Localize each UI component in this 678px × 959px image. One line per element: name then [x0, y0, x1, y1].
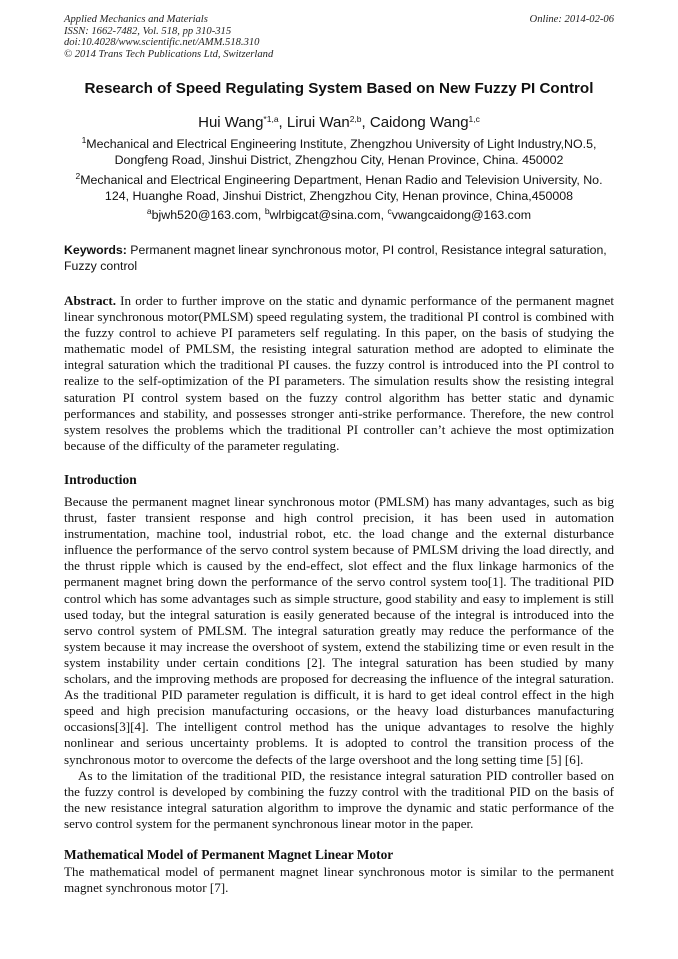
keywords-text: Permanent magnet linear synchronous motor, PI control, Resistance integral saturation, Fuzzy control [64, 243, 607, 273]
author-marker: 2,b [349, 114, 362, 124]
model-body: The mathematical model of permanent magnet linear synchronous motor is similar to the permanent magnet synchronous motor [7]. [64, 864, 614, 896]
email-list [40, 208, 638, 222]
paper-title: Research of Speed Regulating System Based on New Fuzzy PI Control [84, 80, 594, 97]
doi-line[interactable]: doi:10.4028/www.scientific.net/AMM.518.310 [64, 37, 260, 48]
email-marker: c [387, 206, 392, 216]
abstract [64, 293, 614, 454]
journal-header [64, 14, 614, 60]
introduction-body [64, 494, 614, 832]
author-marker: *1,a [263, 114, 279, 124]
author-list [40, 114, 638, 131]
paragraph: As to the limitation of the traditional PID, the resistance integral saturation PID controller based on the fuzzy control is developed by combining the fuzzy control with the traditional PID on the basis of the new resistance integral saturation algorithm to improve the dynamic and static performance of the servo control system for the permanent synchronous linear motor in the paper. [64, 767, 614, 831]
author-separator: , [361, 114, 370, 131]
email-address[interactable]: vwangcaidong@163.com [391, 208, 532, 222]
author-name: Hui Wang [198, 114, 264, 131]
email-separator: , [257, 208, 265, 222]
affiliation-text: Mechanical and Electrical Engineering Department, Henan Radio and Television University, No. 124, Huanghe Road, Jinshui District, Zhengzhou City, Henan province, China,450008 [80, 173, 603, 203]
affiliation-1 [64, 137, 614, 168]
online-date: Online: 2014-02-06 [529, 14, 614, 25]
author-name: Caidong Wang [369, 114, 469, 131]
copyright-line: © 2014 Trans Tech Publications Ltd, Switzerland [64, 48, 274, 60]
journal-name: Applied Mechanics and Materials [64, 14, 208, 25]
affiliation-number: 1 [81, 135, 87, 145]
email-marker: b [264, 206, 270, 216]
abstract-label: Abstract. [64, 293, 116, 308]
keywords-label: Keywords: [64, 243, 127, 257]
affiliation-number: 2 [75, 171, 81, 181]
email-marker: a [146, 206, 152, 216]
email-address[interactable]: wlrbigcat@sina.com [269, 208, 381, 222]
affiliation-text: Mechanical and Electrical Engineering Institute, Zhengzhou University of Light Industry,NO.5, Dongfeng Road, Jinshui District, Zhengzhou City, Henan Province, China. 450002 [86, 137, 597, 167]
keywords [64, 243, 614, 274]
paragraph: Because the permanent magnet linear synchronous motor (PMLSM) has many advantages, such as big thrust, faster transient response and high control precision, it has been used in automation instrumentation, machine tool, industrial robot, etc. the load change and the external disturbance influence the performance of the servo control system because of PMLSM driving the load directly, and the thrust ripple which is caused by the end-effect, slot effect and the flux linkage harmonics of the permanent magnet bring down the performance of the servo control system too[1]. The traditional PID control which has some advantages such as simple structure, good stability and easy to implement is still used today, but the integral saturation is easily generated because of the integral is introduced into the servo control system of PMLSM. The integral saturation greatly may reduce the performance of the system because it may increase the overshoot of system, extend the stabilizing time or even result in the system instability under certain conditions [2]. The integral saturation has been studied by many scholars, and the improving methods are proposed for decreasing the influence of the integral saturation. As the traditional PID parameter regulation is difficult, it is hard to get ideal control effect in the high speed and high precision manufacturing occasions, or the heavy load disturbances manufacturing occasions[3][4]. The intelligent control method has the unique advantages to resolve the highly nonlinear and serious uncertainty problems. It is adopted to control the transition process of the synchronous motor to overcome the defects of the large overshoot and the long setting time [5] [6]. [64, 494, 614, 767]
email-separator: , [380, 208, 388, 222]
author-name: Lirui Wan [286, 114, 350, 131]
affiliation-2 [64, 173, 614, 204]
author-marker: 1,c [468, 114, 480, 124]
section-heading-model: Mathematical Model of Permanent Magnet Linear Motor [64, 847, 394, 862]
author-separator: , [278, 114, 287, 131]
email-address[interactable]: bjwh520@163.com [151, 208, 258, 222]
abstract-text: In order to further improve on the static and dynamic performance of the permanent magnet linear synchronous motor(PMLSM) speed regulating system, the traditional PI control is combined with the fuzzy control to achieve PI parameters self regulating. In this paper, on the basis of studying the mathematic model of PMLSM, the resisting integral saturation method are adopted to eliminate the integral saturation which the traditional PI causes. the fuzzy control is introduced into the PI control to realize to the self-optimization of the PI parameters. The simulation results show the resisting integral saturation PI control system based on the fuzzy control algorithm has better static and dynamic performances and stability, and possesses stronger anti-strike performance. Therefore, the new control system resolves the problems which the traditional PI controller can’t achieve the most optimization because of the difficulty of the parameter regulating. [64, 293, 615, 453]
section-heading-introduction: Introduction [64, 472, 137, 487]
issn-line: ISSN: 1662-7482, Vol. 518, pp 310-315 [64, 25, 232, 37]
